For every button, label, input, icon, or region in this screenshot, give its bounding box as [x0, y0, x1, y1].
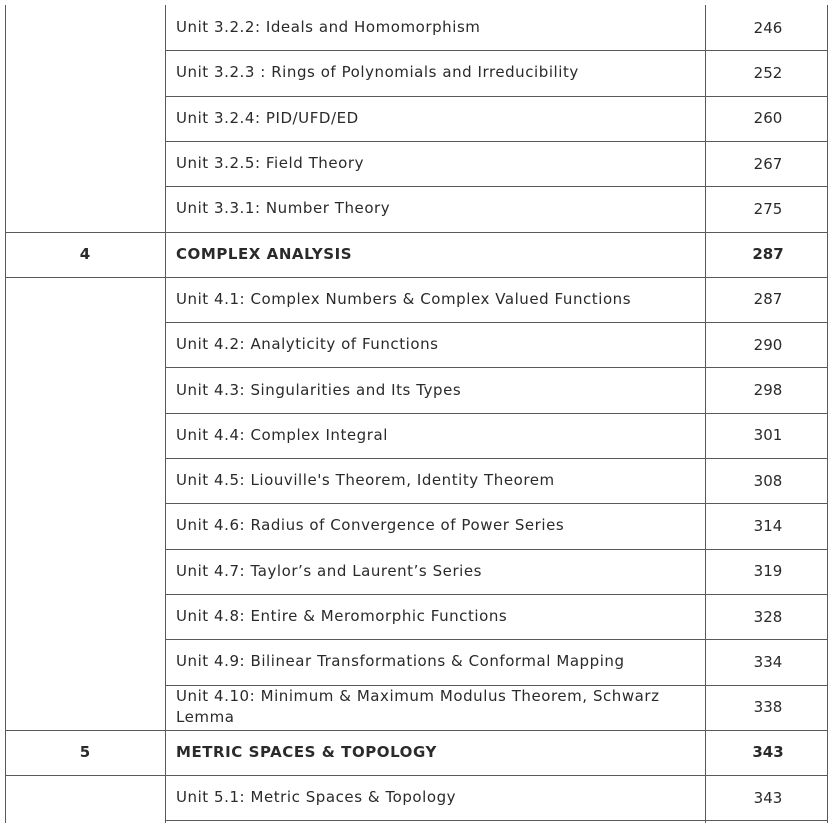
unit-title: Unit 4.5: Liouville's Theorem, Identity Theorem [176, 471, 555, 490]
unit-title: Unit 3.2.5: Field Theory [176, 154, 364, 173]
column-divider-number [165, 5, 166, 823]
unit-page-number: 343 [753, 788, 783, 807]
unit-page-number: 308 [753, 471, 783, 490]
unit-title: Unit 4.4: Complex Integral [176, 425, 388, 444]
unit-title: Unit 5.1: Metric Spaces & Topology [176, 788, 457, 807]
chapter-page-number: 343 [752, 743, 784, 762]
unit-page-number: 328 [753, 607, 783, 626]
unit-title: Unit 3.2.3 : Rings of Polynomials and Irreducibility [176, 63, 579, 82]
chapter-page-number: 287 [752, 245, 784, 264]
unit-page-number: 267 [753, 154, 783, 173]
table-of-contents [5, 5, 828, 823]
unit-page-number: 338 [753, 698, 783, 717]
unit-title: Unit 4.7: Taylor’s and Laurent’s Series [176, 561, 483, 580]
row-border [165, 820, 828, 821]
unit-page-number: 260 [753, 109, 783, 128]
unit-title: Unit 4.6: Radius of Convergence of Power Series [176, 516, 565, 535]
unit-page-number: 290 [753, 335, 783, 354]
chapter-title: COMPLEX ANALYSIS [176, 244, 353, 263]
unit-page-number: 314 [753, 516, 783, 535]
unit-title: Unit 3.2.2: Ideals and Homomorphism [176, 18, 481, 37]
unit-page-number: 252 [753, 63, 783, 82]
unit-title: Unit 4.9: Bilinear Transformations & Conformal Mapping [176, 652, 625, 671]
chapter-number: 4 [79, 245, 91, 264]
unit-title: Unit 4.8: Entire & Meromorphic Functions [176, 607, 508, 626]
unit-page-number: 246 [753, 18, 783, 37]
unit-page-number: 319 [753, 562, 783, 581]
unit-title: Unit 3.3.1: Number Theory [176, 199, 391, 218]
unit-title: Unit 4.1: Complex Numbers & Complex Valued Functions [176, 289, 632, 308]
unit-page-number: 334 [753, 652, 783, 671]
unit-title: Unit 4.3: Singularities and Its Types [176, 380, 462, 399]
unit-page-number: 298 [753, 381, 783, 400]
unit-title: Unit 3.2.4: PID/UFD/ED [176, 108, 359, 127]
unit-title: Unit 4.10: Minimum & Maximum Modulus Theorem, Schwarz Lemma [176, 687, 660, 727]
chapter-title: METRIC SPACES & TOPOLOGY [176, 742, 437, 761]
table-border-left [5, 5, 6, 823]
unit-page-number: 275 [753, 199, 783, 218]
unit-page-number: 301 [753, 426, 783, 445]
unit-page-number: 287 [753, 290, 783, 309]
chapter-number: 5 [79, 743, 91, 762]
unit-title: Unit 4.2: Analyticity of Functions [176, 335, 439, 354]
